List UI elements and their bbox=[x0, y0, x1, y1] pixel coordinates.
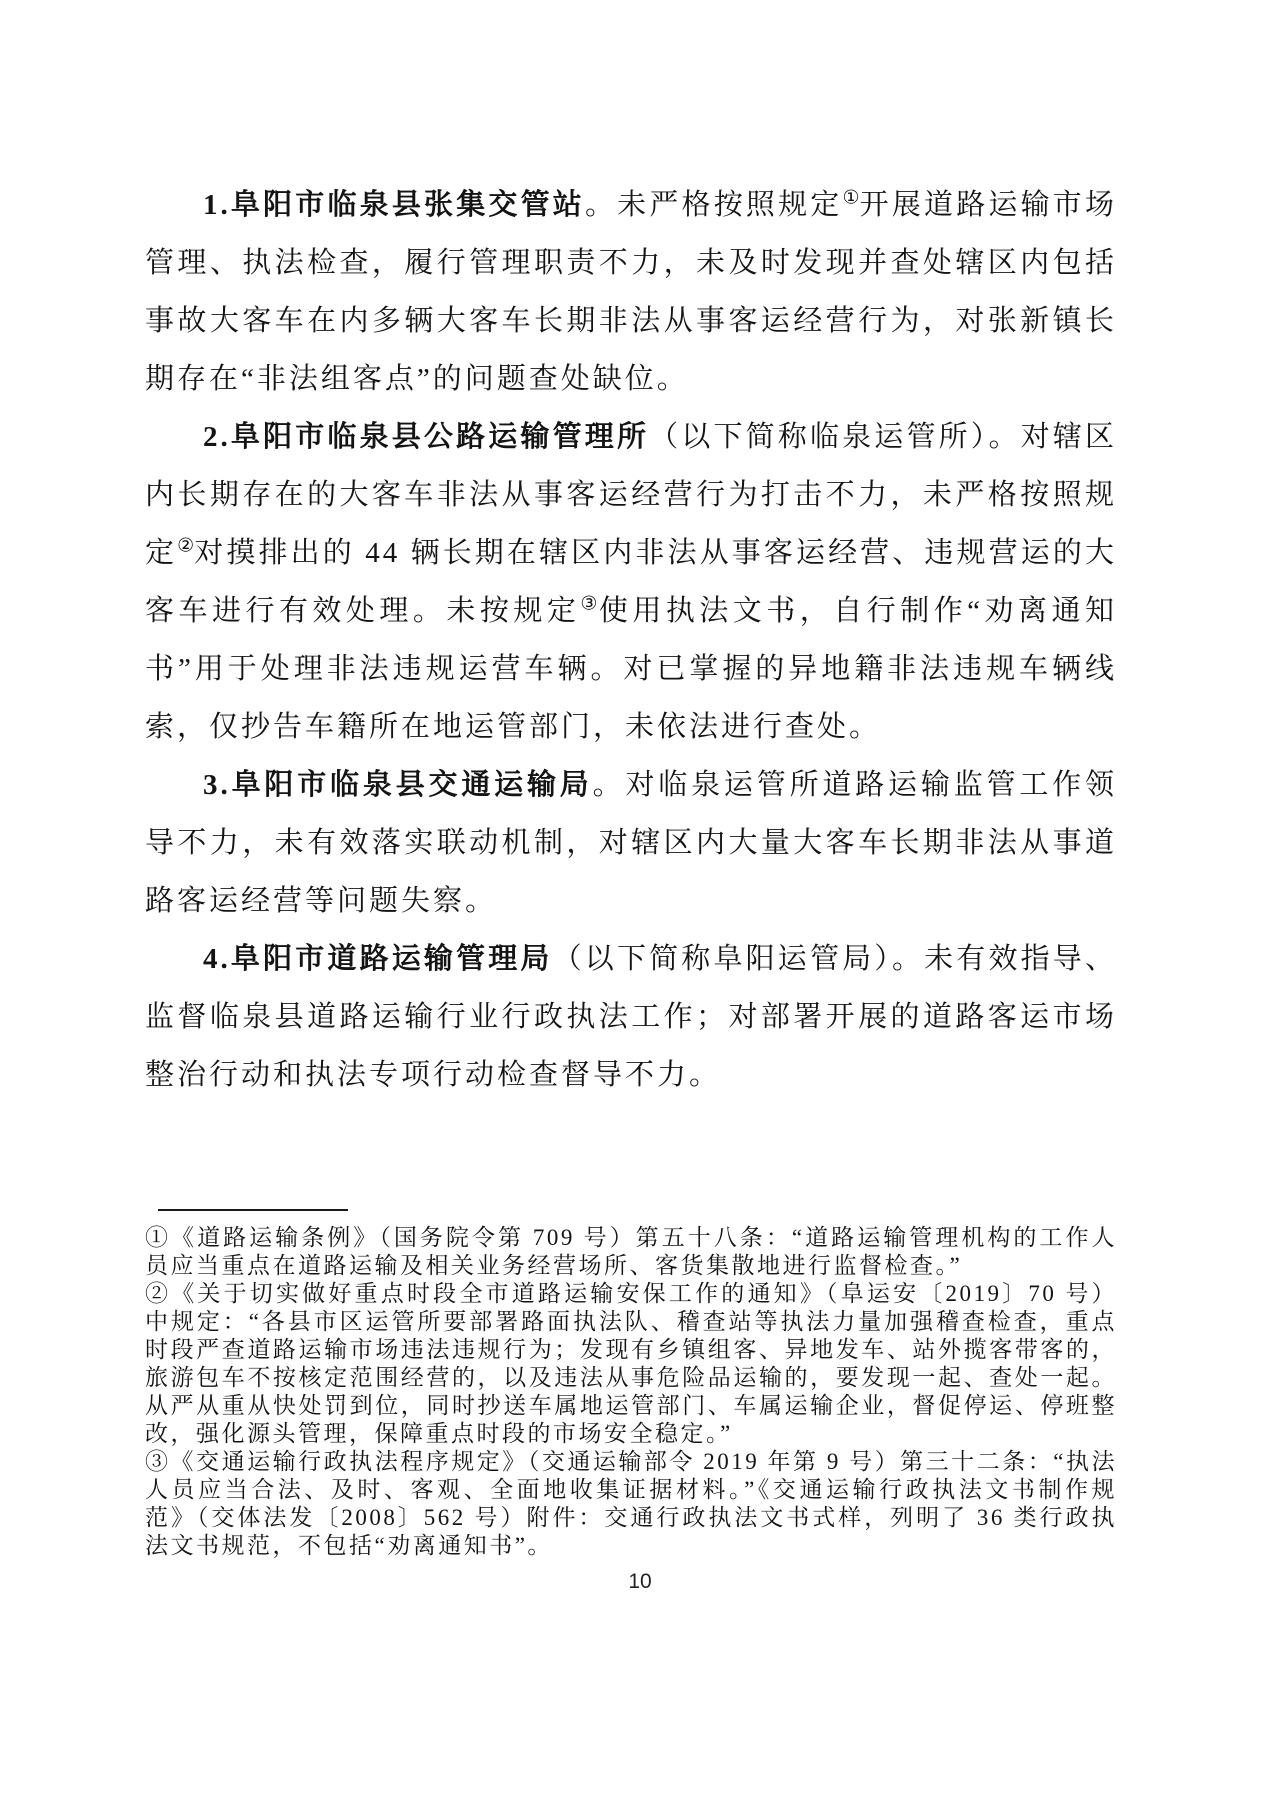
body-paragraph-2 bbox=[145, 408, 1117, 756]
footnote-ref-2-icon: ② bbox=[177, 535, 195, 557]
body-paragraph-3 bbox=[145, 756, 1117, 930]
footnote-1 bbox=[145, 1224, 1117, 1280]
body-paragraph-1 bbox=[145, 176, 1117, 408]
page-number: 10 bbox=[628, 1570, 652, 1593]
paragraph-2-text: （以下简称临泉运管所）。对辖区内长期存在的大客车非法从事客运经营行为打击不力，未严格按照规定 bbox=[145, 421, 1117, 569]
footnote-2-text: 《关于切实做好重点时段全市道路运输安保工作的通知》（阜运安〔2019〕70 号）中规定：“各县市区运管所要部署路面执法队、稽查站等执法力量加强稽查检查，重点时段严查道路运输市场违法违规行为；发现有乡镇组客、异地发车、站外揽客带客的，旅游包车不按核定范围经营的，以及违法从事危险品运输的，要发现一起、查处一起。从严从重从快处罚到位，同时抄送车属地运管部门、车属运输企业，督促停运、停班整改，强化源头管理，保障重点时段的市场安全稳定。” bbox=[145, 1281, 1118, 1446]
paragraph-3-heading: 3.阜阳市临泉县交通运输局 bbox=[203, 769, 593, 801]
paragraph-3-text: 。对临泉运管所道路运输监管工作领导不力，未有效落实联动机制，对辖区内大量大客车长期非法从事道路客运经营等问题失察。 bbox=[145, 769, 1117, 917]
footnote-2-marker: ② bbox=[145, 1281, 172, 1306]
footnote-2 bbox=[145, 1280, 1117, 1448]
footnote-1-marker: ① bbox=[145, 1225, 172, 1250]
paragraph-1-text-cont: 开展道路运输市场管理、执法检查，履行管理职责不力，未及时发现并查处辖区内包括事故大客车在内多辆大客车长期非法从事客运经营行为，对张新镇长期存在“非法组客点”的问题查处缺位。 bbox=[145, 189, 1117, 395]
footnote-ref-1-icon: ① bbox=[842, 187, 860, 209]
footnotes-section bbox=[145, 1224, 1117, 1560]
footnote-3-marker: ③ bbox=[145, 1449, 171, 1474]
paragraph-2-heading: 2.阜阳市临泉县公路运输管理所 bbox=[203, 421, 650, 453]
footnote-separator bbox=[158, 1209, 348, 1211]
footnote-1-text: 《道路运输条例》（国务院令第 709 号）第五十八条：“道路运输管理机构的工作人员应当重点在道路运输及相关业务经营场所、客货集散地进行监督检查。” bbox=[145, 1225, 1118, 1278]
document-body bbox=[145, 176, 1117, 1104]
footnote-3-text: 《交通运输行政执法程序规定》（交通运输部令 2019 年第 9 号）第三十二条：“执法人员应当合法、及时、客观、全面地收集证据材料。”《交通运输行政执法文书制作规范》（交体法发〔2008〕562 号）附件：交通行政执法文书式样，列明了 36 类行政执法文书规范，不包括“劝离通知书”。 bbox=[145, 1449, 1118, 1558]
body-paragraph-4 bbox=[145, 930, 1117, 1104]
footnote-3 bbox=[145, 1448, 1117, 1560]
footnote-ref-3-icon: ③ bbox=[580, 593, 599, 615]
paragraph-4-text: （以下简称阜阳运管局）。未有效指导、监督临泉县道路运输行业行政执法工作；对部署开展的道路客运市场整治行动和执法专项行动检查督导不力。 bbox=[145, 943, 1117, 1091]
paragraph-2-text-cont2: 使用执法文书，自行制作“劝离通知书”用于处理非法违规运营车辆。对已掌握的异地籍非法违规车辆线索，仅抄告车籍所在地运管部门，未依法进行查处。 bbox=[145, 595, 1117, 743]
paragraph-1-heading: 1.阜阳市临泉县张集交管站 bbox=[203, 189, 585, 221]
paragraph-4-heading: 4.阜阳市道路运输管理局 bbox=[203, 943, 553, 975]
paragraph-1-text: 。未严格按照规定 bbox=[584, 189, 843, 221]
paragraph-2-text-cont: 对摸排出的 44 辆长期在辖区内非法从事客运经营、违规营运的大客车进行有效处理。未按规定 bbox=[145, 537, 1117, 627]
